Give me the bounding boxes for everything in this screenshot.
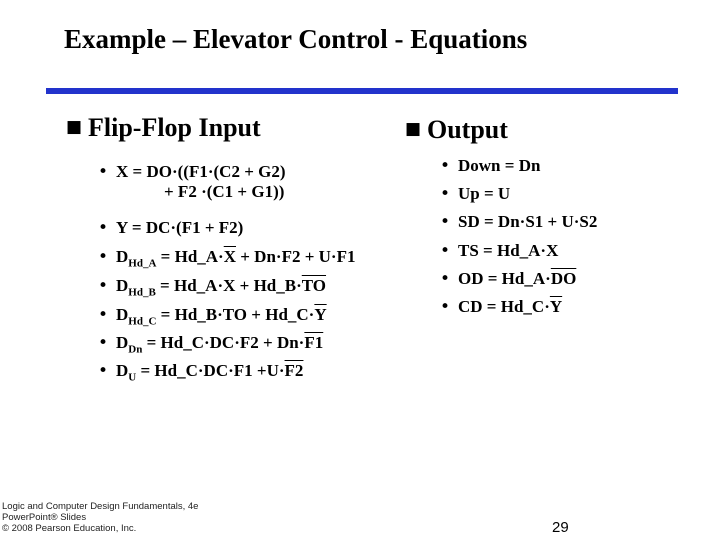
square-bullet-icon: ■: [405, 119, 422, 139]
bullet-dot-icon: •: [98, 361, 109, 381]
equation-du: $D_U$ = Hd_C·DC·F1 +U·F2: [116, 361, 304, 384]
footer-credits: [2, 501, 198, 534]
output-ts: TS = Hd_A·X: [458, 241, 559, 260]
section-heading-text: Output: [427, 115, 508, 144]
square-bullet-icon: ■: [66, 117, 83, 137]
output-cd: CD = $Hd\_C\cdot\overline{Y}$: [458, 297, 563, 316]
section-heading-output: [405, 115, 508, 145]
footer-line-book: Logic and Computer Design Fundamentals, 4e: [2, 501, 199, 512]
output-up: Up = U: [458, 184, 511, 203]
bullet-dot-icon: •: [98, 305, 109, 325]
slide-title: Example – Elevator Control - Equations: [64, 24, 528, 54]
bullet-dot-icon: •: [98, 247, 109, 267]
bullet-dot-icon: •: [440, 241, 451, 261]
footer-line-copyright: © 2008 Pearson Education, Inc.: [2, 523, 137, 534]
bullet-dot-icon: •: [98, 333, 109, 353]
bullet-dot-icon: •: [440, 184, 451, 204]
equation-dhd-b: $D_{Hd\_B}$ = Hd_A·X + $Hd\_B\cdot\overline{TO}$: [116, 276, 327, 299]
equation-dhd-a: $D_{Hd\_A}$ = $Hd\_A\cdot\overline{X} + Dn\cdot F2 + U\cdot F1$: [116, 247, 356, 270]
equation-ddn: $D_{Dn}$ = Hd_C·DC·F2 + Dn·F1: [116, 333, 324, 356]
bullet-dot-icon: •: [440, 212, 451, 232]
bullet-dot-icon: •: [440, 297, 451, 317]
output-sd: SD = Dn·S1 + U·S2: [458, 212, 598, 231]
bullet-dot-icon: •: [440, 156, 451, 176]
footer-line-slides: PowerPoint® Slides: [2, 512, 87, 523]
bullet-dot-icon: •: [98, 218, 109, 238]
equation-x: X = DO·((F1·(C2 + G2) + F2 ·(C1 + G1)): [116, 162, 286, 201]
equation-dhd-c: $D_{Hd\_C}$ = Hd_B·TO + $Hd\_C\cdot\overline{Y}$: [116, 305, 327, 328]
title-rule: [46, 88, 678, 94]
page-number: 29: [552, 519, 569, 536]
bullet-dot-icon: •: [98, 162, 109, 182]
bullet-dot-icon: •: [440, 269, 451, 289]
bullet-dot-icon: •: [98, 276, 109, 296]
output-od: OD = $Hd\_A\cdot\overline{DO}$: [458, 269, 577, 288]
section-heading-flip-flop-input: [66, 113, 261, 143]
output-down: Down = Dn: [458, 156, 541, 175]
section-heading-text: Flip-Flop Input: [88, 113, 261, 142]
equation-y: Y = DC·(F1 + F2): [116, 218, 244, 237]
